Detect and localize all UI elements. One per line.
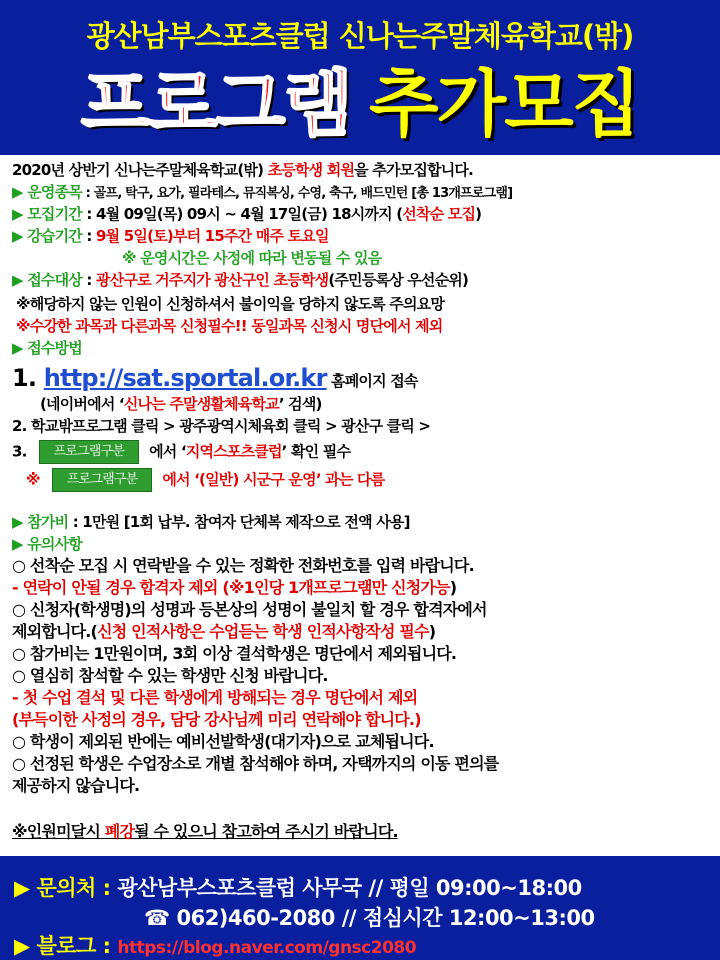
footer-contact: [0, 856, 720, 960]
closing-note: ※인원미달시 폐강될 수 있으니 참고하여 주시기 바랍니다.: [12, 822, 398, 841]
note-6-cont: 제공하지 않습니다.: [12, 776, 140, 795]
method-step1: 1. http://sat.sportal.or.kr 홈페이지 접속: [12, 364, 418, 392]
notes-heading: ▶ 유의사항: [12, 535, 82, 553]
arrow-icon: ▶: [12, 271, 23, 289]
title-line2: [0, 62, 720, 146]
sports-line: ▶ 운영종목 : 골프, 탁구, 요가, 필라테스, 뮤직복싱, 수영, 축구, 배드민턴 [총 13개프로그램]: [12, 183, 513, 201]
note-2-cont: 제외합니다.(신청 인적사항은 수업듣는 학생 인적사항작성 필수): [12, 622, 436, 641]
note-1-sub: - 연락이 안될 경우 합격자 제외 (※1인당 1개프로그램만 신청가능): [12, 578, 457, 597]
fee-line: ▶ 참가비 : 1만원 [1회 납부. 참여자 단체복 제작으로 전액 사용]: [12, 513, 410, 531]
arrow-icon: ▶: [12, 535, 23, 553]
program-category-tag: 프로그램구분: [52, 468, 153, 492]
method-step4: ※ 프로그램구분 에서 ‘(일반) 시군구 운영’ 과는 다름: [26, 468, 384, 492]
sportal-link[interactable]: http://sat.sportal.or.kr: [43, 364, 327, 392]
note-2: ○ 신청자(학생명)의 성명과 등본상의 성명이 불일치 할 경우 합격자에서: [12, 600, 487, 619]
program-category-tag: 프로그램구분: [39, 440, 140, 464]
method-step2: 2. 학교밖프로그램 클릭 > 광주광역시체육회 클릭 > 광산구 클릭 >: [12, 417, 431, 435]
arrow-icon: ▶: [12, 513, 23, 531]
intro-line: 2020년 상반기 신나는주말체육학교(밖) 초등학생 회원을 추가모집합니다.: [12, 161, 474, 179]
title-line1: 광산남부스포츠클럽 신나는주말체육학교(밖): [86, 19, 634, 53]
arrow-icon: ▶: [12, 339, 23, 357]
header-banner: [0, 0, 720, 155]
method-heading: ▶ 접수방법: [12, 339, 82, 357]
blog-link[interactable]: https://blog.naver.com/gnsc2080: [117, 938, 417, 958]
note-4-sub2: (부득이한 사정의 경우, 담당 강사님께 미리 연락해야 합니다.): [12, 710, 421, 729]
warn1: ※해당하지 않는 인원이 신청하셔서 불이익을 당하지 않도록 주의요망: [16, 295, 445, 313]
class-line: ▶ 강습기간 : 9월 5일(토)부터 15주간 매주 토요일: [12, 227, 329, 245]
class-note: ※ 운영시간은 사정에 따라 변동될 수 있음: [122, 249, 382, 267]
method-step3: 3. 프로그램구분 에서 ‘지역스포츠클럽’ 확인 필수: [12, 440, 350, 464]
arrow-icon: ▶: [12, 183, 23, 201]
note-1: ○ 선착순 모집 시 연락받을 수 있는 정확한 전화번호를 입력 바랍니다.: [12, 556, 474, 575]
method-step1-sub: (네이버에서 ‘신나는 주말생활체육학교’ 검색): [40, 395, 322, 413]
phone-line: ☎ 062)460-2080 // 점심시간 12:00~13:00: [144, 906, 595, 930]
arrow-icon: ▶: [12, 205, 23, 223]
note-4-sub1: - 첫 수업 결석 및 다른 학생에게 방해되는 경우 명단에서 제외: [12, 688, 418, 707]
note-6: ○ 선정된 학생은 수업장소로 개별 참석해야 하며, 자택까지의 이동 편의를: [12, 754, 499, 773]
note-3: ○ 참가비는 1만원이며, 3회 이상 결석학생은 명단에서 제외됩니다.: [12, 644, 457, 663]
warn2: ※수강한 과목과 다른과목 신청필수!! 동일과목 신청시 명단에서 제외: [16, 317, 443, 335]
arrow-icon: ▶: [12, 227, 23, 245]
contact-line: ▶ 문의처 : 광산남부스포츠클럽 사무국 // 평일 09:00~18:00: [14, 876, 582, 900]
target-line: ▶ 접수대상 : 광산구로 거주지가 광산구인 초등학생(주민등록상 우선순위): [12, 271, 469, 289]
blog-line: ▶ 블로그 : https://blog.naver.com/gnsc2080: [14, 934, 417, 958]
period-line: ▶ 모집기간 : 4월 09일(목) 09시 ~ 4월 17일(금) 18시까지 (선착순 모집): [12, 205, 482, 223]
title-recruit: 추가모집: [369, 62, 640, 146]
note-4: ○ 열심히 참석할 수 있는 학생만 신청 바랍니다.: [12, 666, 328, 685]
note-5: ○ 학생이 제외된 반에는 예비선발학생(대기자)으로 교체됩니다.: [12, 732, 434, 751]
title-program: 프로그램: [80, 62, 351, 146]
